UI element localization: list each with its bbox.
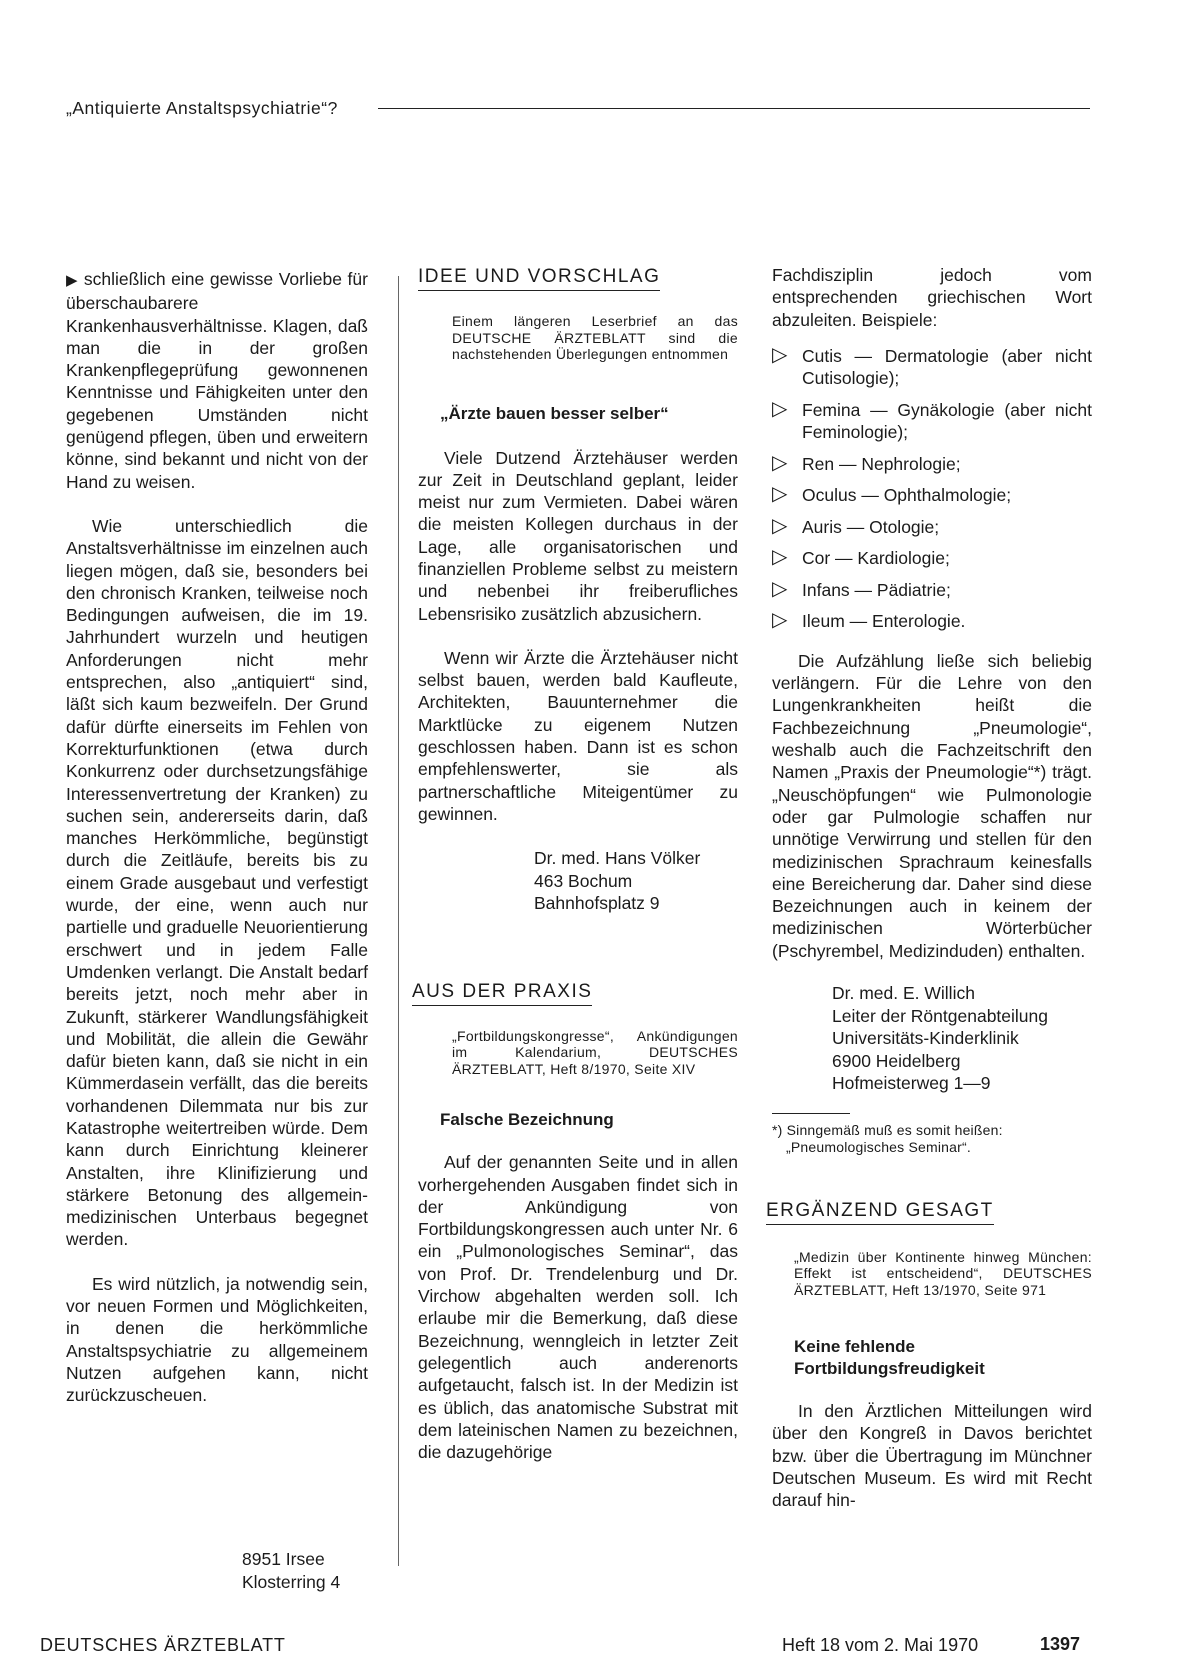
white-right-triangle-icon: ▷ — [772, 577, 788, 600]
author-signature — [534, 847, 738, 915]
signature-line: 463 Bochum — [534, 870, 633, 891]
signature-line: Hofmeisterweg 1—9 — [832, 1073, 991, 1094]
list-item: ▷ Auris — Otologie; — [772, 514, 940, 537]
column-left — [66, 268, 368, 1407]
page-number: 1397 — [1040, 1634, 1081, 1654]
paragraph: In den Ärztlichen Mitteilungen wird über den Kongreß in Davos berichtet bzw. über die Übertragung im Münchner Deutschen Museum. Es wird mit Recht darauf hin- — [772, 1401, 1092, 1511]
signature-line: Dr. med. Hans Völker — [534, 848, 701, 869]
signature-line: Bahnhofsplatz 9 — [534, 893, 660, 914]
article-title: Fortbildungsfreudigkeit — [794, 1359, 985, 1379]
signature-line: Dr. med. E. Willich — [832, 983, 975, 1004]
paragraph: Wenn wir Ärzte die Ärztehäuser nicht selbst bauen, werden bald Kaufleute, Architekten, Bauunternehmer die Marktlücke zu eigenem Nutzen geschlossen haben. Dann ist es schon empfehlenswerter, sie als partnerschaftliche Miteigentümer zu gewinnen. — [418, 647, 738, 824]
paragraph: Viele Dutzend Ärztehäuser werden zur Zeit in Deutschland geplant, leider meist nur zum Vermieten. Dabei wären die meisten Kollegen durchaus in der Lage, alle organisatorischen und finanziellen Probleme selbst zu meistern und nebenbei ihr freiberufliches Lebensrisiko zusätzlich abzusichern. — [418, 447, 738, 624]
section-heading: AUS DER PRAXIS — [412, 981, 592, 1006]
address-line: 8951 Irsee — [242, 1549, 325, 1569]
reference-note: „Medizin über Kontinente hinweg München: Effekt ist entscheidend“, DEUTSCHES ÄRZTEBLATT, Heft 13/1970, Seite 971 — [794, 1248, 1092, 1298]
journal-name: DEUTSCHES ÄRZTEBLATT — [40, 1635, 286, 1655]
signature-line: Leiter der Röntgenabteilung — [832, 1005, 1048, 1026]
list-item: ▷ Ren — Nephrologie; — [772, 451, 961, 474]
author-address — [242, 1548, 340, 1593]
paragraph — [66, 268, 368, 493]
footnote-rule — [772, 1113, 850, 1114]
article-title: Keine fehlende — [794, 1337, 915, 1357]
white-right-triangle-icon: ▷ — [772, 343, 788, 366]
signature-line: Universitäts-Kinderklinik — [832, 1028, 1019, 1049]
list-item: ▷ Ileum — Enterologie. — [772, 609, 966, 632]
paragraph: Es wird nützlich, ja notwendig sein, vor neuen Formen und Möglichkeiten, in denen die herkömmliche Anstaltspsychiatrie zu allgemeinem Nutzen aufgehen kann, nicht zurückzuscheuen. — [66, 1273, 368, 1406]
reference-note: Einem längeren Leserbrief an das DEUTSCHE ÄRZTEBLATT sind die nachstehenden Überlegungen entnommen — [452, 313, 738, 362]
paragraph: Auf der genannten Seite und in allen vorhergehenden Ausgaben findet sich in der Ankündigung von Fortbildungskongressen auch unter Nr. 6 ein „Pulmonologisches Seminar“, das von Prof. Dr. Trendelenburg und Dr. Virchow abgehalten werden soll. Ich erlaube mir die Bemerkung, daß diese Bezeichnung, wenngleich in letzter Zeit gelegentlich auch anderenorts aufgetaucht, falsch ist. In der Medizin ist es üblich, das anatomische Substrat mit dem lateinischen Namen zu bezeichnen, die dazugehörige — [418, 1152, 738, 1463]
section-heading: IDEE UND VORSCHLAG — [418, 266, 660, 291]
signature-line: 6900 Heidelberg — [832, 1050, 961, 1071]
paragraph-text: schließlich eine gewisse Vorliebe für überschaubarere Krankenhausverhältnisse. Klagen, daß man die in der großen Krankenpflegeprüfung gewonnenen Kenntnisse und Fähigkeiten unter den gegebenen Umständen nicht genügend pflegen, üben und erweitern könne, sind bekannt und nicht von der Hand zu weisen. — [66, 269, 368, 492]
section-heading: ERGÄNZEND GESAGT — [766, 1200, 994, 1225]
white-right-triangle-icon: ▷ — [772, 546, 788, 569]
address-line: Klosterring 4 — [242, 1571, 341, 1592]
paragraph: Die Aufzählung ließe sich beliebig verlängern. Für die Lehre von den Lungenkrankheiten heißt die Fachbezeichnung „Pneumologie“, weshalb auch die Fachzeitschrift den Namen „Praxis der Pneumologie“*) trägt. „Neuschöpfungen“ wie Pulmonologie oder gar Pulmologie schaffen nur unnötige Verwirrung und stellen für den medizinischen Sprachraum keinesfalls eine Bereicherung dar. Daher sind diese Bezeichnungen auch in keinem der medizinischen Wörterbücher (Pschyrembel, Medizinduden) enthalten. — [772, 650, 1092, 961]
list-item: ▷ Femina — Gynäkologie (aber nicht Feminologie); — [772, 397, 1092, 443]
white-right-triangle-icon: ▷ — [772, 483, 788, 506]
reference-note: „Fortbildungskongresse“, Ankündigungen im Kalendarium, DEUTSCHES ÄRZTEBLATT, Heft 8/1970, Seite XIV — [452, 1027, 738, 1077]
list-item: ▷ Cor — Kardiologie; — [772, 546, 950, 569]
paragraph: Wie unterschiedlich die Anstaltsverhältnisse im einzelnen auch liegen mögen, daß sie, besonders bei den chronisch Kranken, teilweise noch Bedingungen aufweisen, die im 19. Jahrhundert wurzeln und heutigen Anforderungen nicht mehr entsprechen, also „antiquiert“ sind, läßt sich kaum bezweifeln. Der Grund dafür dürfte einerseits im Fehlen von Korrekturfunktionen (etwa durch Konkurrenz oder durchsetzungsfähige Interessenvertretung der Kranken) zu suchen sein, andererseits darin, daß manches Herkömmliche, begünstigt durch die Zeitläufe, bereits bis zu einem Grade ausgebaut und verfestigt wurde, der eine, wenn auch nur partielle und graduelle Neuorientierung erschwert und in jedem Falle Umdenken verlangt. Die Anstalt bedarf bereits jetzt, noch mehr aber in Zukunft, stärkerer Wandlungsfähigkeit und Mobilität, die allein die Gewähr dafür bieten kann, daß sie nicht in ein Kümmerdasein verfällt, das die bereits vorhandenen Dilemmata nur bis zur Katastrophe weitertreiben würde. Dem kann durch Einrichtung kleinerer Anstalten, ihre Klinifizierung und stärkere Betonung des allgemein-medizinischen Unterbaus begegnet werden. — [66, 515, 368, 1250]
white-right-triangle-icon: ▷ — [772, 609, 788, 632]
article-title: Falsche Bezeichnung — [440, 1110, 614, 1130]
article-title: „Ärzte bauen besser selber“ — [440, 403, 669, 423]
running-title: „Antiquierte Anstaltspsychiatrie“? — [66, 98, 338, 118]
author-signature — [832, 982, 1092, 1095]
list-item: ▷ Cutis — Dermatologie (aber nicht Cutisologie); — [772, 343, 1092, 389]
column-divider — [398, 276, 399, 1566]
white-right-triangle-icon: ▷ — [772, 451, 788, 474]
column-right — [766, 264, 1092, 1512]
issue-date: Heft 18 vom 2. Mai 1970 — [782, 1635, 979, 1655]
header-rule — [378, 108, 1090, 109]
white-right-triangle-icon: ▷ — [772, 397, 788, 420]
white-right-triangle-icon: ▷ — [772, 514, 788, 537]
list-item: ▷ Infans — Pädiatrie; — [772, 577, 951, 600]
paragraph: Fachdisziplin jedoch vom entsprechenden griechischen Wort abzuleiten. Beispiele: — [772, 265, 1092, 330]
example-list — [772, 345, 1092, 633]
list-item: ▷ Oculus — Ophthalmologie; — [772, 483, 1012, 506]
column-middle — [412, 266, 738, 1463]
footnote: *) Sinngemäß muß es somit heißen: „Pneumologisches Seminar“. — [772, 1121, 1003, 1155]
black-right-triangle-icon: ▶ — [66, 272, 79, 289]
